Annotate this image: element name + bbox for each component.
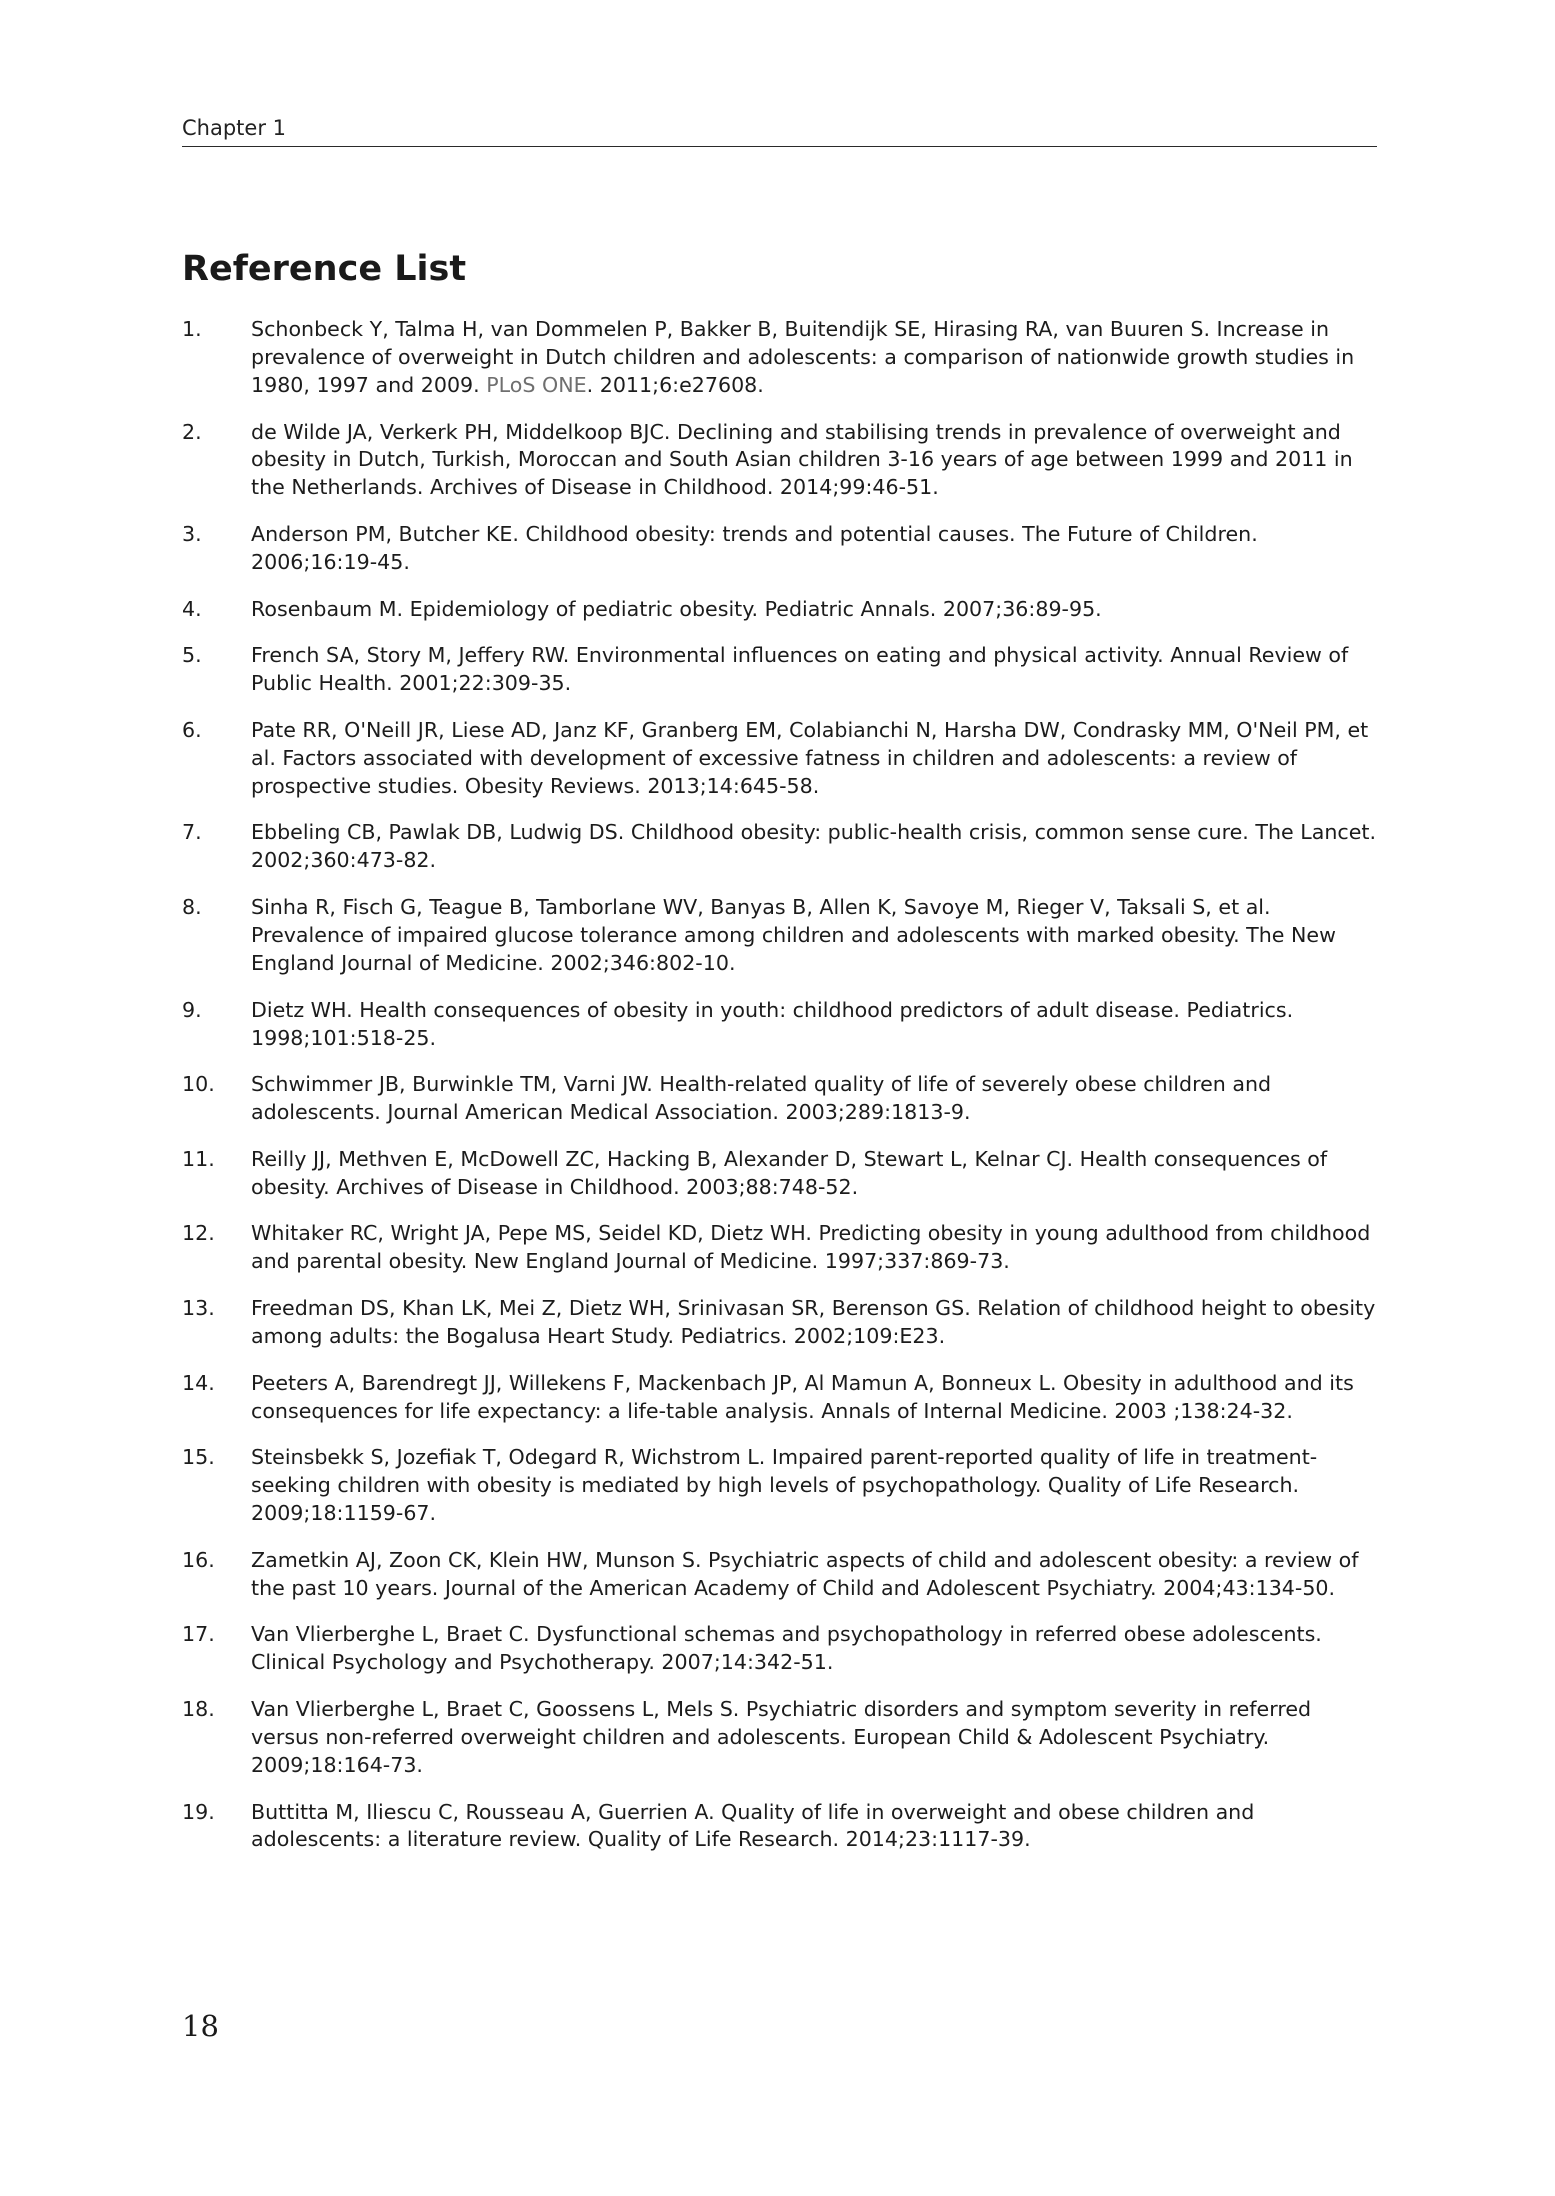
reference-item — [182, 819, 1377, 875]
reference-number: 4. — [182, 596, 202, 621]
reference-text: Anderson PM, Butcher KE. Childhood obesity: trends and potential causes. The Future of Children. 2006;16:19-45. — [251, 522, 1258, 574]
reference-number: 8. — [182, 895, 202, 920]
reference-item — [182, 1696, 1377, 1780]
reference-text: Rosenbaum M. Epidemiology of pediatric obesity. Pediatric Annals. 2007;36:89-95. — [251, 596, 1102, 621]
reference-text: Dietz WH. Health consequences of obesity in youth: childhood predictors of adult disease. Pediatrics. 1998;101:518-25. — [251, 997, 1294, 1050]
reference-text — [251, 316, 1377, 400]
reference-text: Whitaker RC, Wright JA, Pepe MS, Seidel KD, Dietz WH. Predicting obesity in young adulthood from childhood and parental obesity. New England Journal of Medicine. 1997;337:869-73. — [251, 1221, 1371, 1274]
reference-item — [182, 717, 1377, 801]
reference-number: 15. — [182, 1445, 215, 1470]
reference-text: French SA, Story M, Jeffery RW. Environmental influences on eating and physical activity. Annual Review of Public Health. 2001;22:309-35. — [251, 643, 1349, 696]
reference-item — [182, 1547, 1377, 1603]
reference-number: 1. — [182, 317, 202, 341]
reference-number: 2. — [182, 419, 202, 444]
reference-number: 3. — [182, 522, 202, 547]
reference-number: 13. — [182, 1296, 215, 1321]
reference-item — [182, 642, 1377, 698]
reference-text: Pate RR, O'Neill JR, Liese AD, Janz KF, Granberg EM, Colabianchi N, Harsha DW, Condrasky MM, O'Neil PM, et al. Factors associated with development of excessive fatness in children and adolescents: a review of prospective studies. Obesity Reviews. 2013;14:645-58. — [251, 717, 1369, 798]
page-number: 18 — [182, 2009, 219, 2043]
reference-text: Van Vlierberghe L, Braet C, Goossens L, Mels S. Psychiatric disorders and symptom severity in referred versus non-referred overweight children and adolescents. European Child & Adolescent Psychiatry. 2009;18:164-73. — [251, 1696, 1312, 1777]
reference-item — [182, 1295, 1377, 1351]
reference-number: 9. — [182, 997, 202, 1022]
reference-item — [182, 997, 1377, 1053]
reference-number: 17. — [182, 1622, 215, 1647]
reference-number: 11. — [182, 1146, 215, 1171]
reference-text: Reilly JJ, Methven E, McDowell ZC, Hacking B, Alexander D, Stewart L, Kelnar CJ. Health consequences of obesity. Archives of Disease in Childhood. 2003;88:748-52. — [251, 1146, 1328, 1199]
reference-item — [182, 1621, 1377, 1677]
reference-text: Steinsbekk S, Jozefiak T, Odegard R, Wichstrom L. Impaired parent-reported quality of life in treatment-seeking children with obesity is mediated by high levels of psychopathology. Quality of Life Research. 2009;18:1159-67. — [251, 1445, 1318, 1526]
reference-number: 18. — [182, 1696, 215, 1721]
reference-text: Schwimmer JB, Burwinkle TM, Varni JW. Health-related quality of life of severely obese children and adolescents. Journal American Medical Association. 2003;289:1813-9. — [251, 1072, 1272, 1125]
reference-journal-link[interactable]: PLoS ONE — [486, 372, 587, 397]
reference-number: 6. — [182, 717, 202, 742]
reference-item — [182, 521, 1377, 577]
reference-text: Sinha R, Fisch G, Teague B, Tamborlane WV, Banyas B, Allen K, Savoye M, Rieger V, Taksali S, et al. Prevalence of impaired glucose tolerance among children and adolescents with marked obesity. The New England Journal of Medicine. 2002;346:802-10. — [251, 895, 1336, 975]
reference-number: 7. — [182, 820, 202, 845]
reference-item — [182, 1220, 1377, 1276]
running-header — [182, 114, 1377, 147]
reference-item — [182, 1444, 1377, 1528]
reference-item — [182, 419, 1377, 503]
chapter-label: Chapter 1 — [182, 116, 286, 140]
reference-number: 5. — [182, 643, 202, 668]
reference-item — [182, 894, 1377, 978]
reference-number: 12. — [182, 1221, 215, 1246]
reference-number: 10. — [182, 1072, 215, 1097]
reference-number: 14. — [182, 1370, 215, 1395]
reference-item — [182, 1071, 1377, 1127]
reference-text: Freedman DS, Khan LK, Mei Z, Dietz WH, Srinivasan SR, Berenson GS. Relation of childhood height to obesity among adults: the Bogalusa Heart Study. Pediatrics. 2002;109:E23. — [251, 1296, 1376, 1348]
reference-text: Van Vlierberghe L, Braet C. Dysfunctional schemas and psychopathology in referred obese adolescents. Clinical Psychology and Psychotherapy. 2007;14:342-51. — [251, 1622, 1322, 1675]
reference-citation-tail: . 2011;6:e27608. — [586, 372, 764, 397]
reference-text: Peeters A, Barendregt JJ, Willekens F, Mackenbach JP, Al Mamun A, Bonneux L. Obesity in adulthood and its consequences for life expectancy: a life-table analysis. Annals of Internal Medicine. 2003 ;138:24-32. — [251, 1370, 1354, 1423]
reference-item — [182, 596, 1377, 624]
reference-item — [182, 1370, 1377, 1426]
reference-list — [182, 316, 1377, 1873]
section-title: Reference List — [182, 249, 467, 289]
reference-number: 16. — [182, 1547, 215, 1572]
reference-item — [182, 316, 1377, 400]
reference-item — [182, 1146, 1377, 1202]
reference-text: Zametkin AJ, Zoon CK, Klein HW, Munson S. Psychiatric aspects of child and adolescent obesity: a review of the past 10 years. Journal of the American Academy of Child and Adolescent Psychiatry. 2004;43:134-50. — [251, 1547, 1359, 1600]
reference-number: 19. — [182, 1799, 215, 1824]
reference-text: Ebbeling CB, Pawlak DB, Ludwig DS. Childhood obesity: public-health crisis, common sense cure. The Lancet. 2002;360:473-82. — [251, 820, 1376, 873]
reference-text: Buttitta M, Iliescu C, Rousseau A, Guerrien A. Quality of life in overweight and obese children and adolescents: a literature review. Quality of Life Research. 2014;23:1117-39. — [251, 1799, 1255, 1852]
reference-citation: Schonbeck Y, Talma H, van Dommelen P, Bakker B, Buitendijk SE, Hirasing RA, van Buuren S. Increase in prevalence of overweight in Dutch children and adolescents: a comparison of nationwide growth studies in 1980, 1997 and 2009. — [251, 317, 1355, 397]
reference-item — [182, 1799, 1377, 1855]
reference-text: de Wilde JA, Verkerk PH, Middelkoop BJC. Declining and stabilising trends in prevalence of overweight and obesity in Dutch, Turkish, Moroccan and South Asian children 3-16 years of age between 1999 and 2011 in the Netherlands. Archives of Disease in Childhood. 2014;99:46-51. — [251, 419, 1353, 500]
